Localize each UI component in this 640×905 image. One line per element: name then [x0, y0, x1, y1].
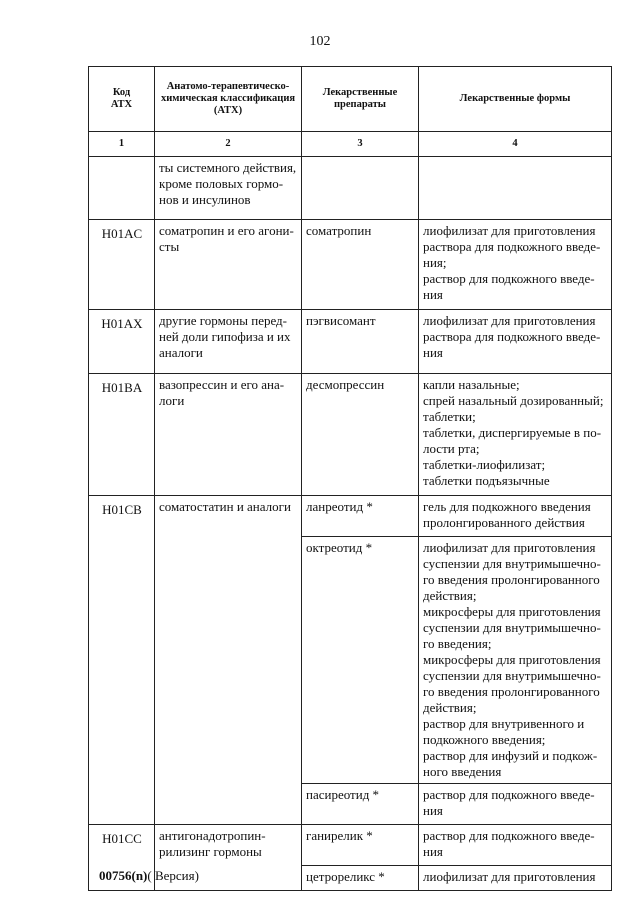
document-footer — [99, 868, 199, 884]
page-number: 102 — [309, 34, 331, 49]
classification-cell: соматостатин и аналоги — [155, 496, 302, 825]
column-number: 4 — [419, 132, 612, 157]
table-row — [89, 496, 612, 537]
forms-cell — [419, 157, 612, 220]
header-drugs: Лекарственные препараты — [302, 67, 419, 132]
forms-cell: лиофилизат для приготовления суспензии для внутримышечно- го введения пролонгированного действия; микросферы для приготовления суспензии для внутримышечно- го введения; микросферы для приготовления суспензии для внутримышечно- го введения пролонгированного действия; раствор для внутривенного и подкожного введения; раствор для инфузий и подкож- ного введения — [419, 537, 612, 784]
column-number: 2 — [155, 132, 302, 157]
drug-cell: ганирелик * — [302, 825, 419, 866]
atc-code-cell — [89, 157, 155, 220]
table-header-row — [89, 67, 612, 132]
atc-code-cell: H01CC — [89, 825, 155, 891]
classification-cell: другие гормоны перед- ней доли гипофиза и их аналоги — [155, 310, 302, 374]
atc-code-cell: H01AC — [89, 220, 155, 310]
forms-cell: лиофилизат для приготовления — [419, 866, 612, 891]
atc-code-cell: H01CB — [89, 496, 155, 825]
header-atc-classification: Анатомо-терапевтическо- химическая классификация (АТХ) — [155, 67, 302, 132]
forms-cell: раствор для подкожного введе- ния — [419, 825, 612, 866]
table-row — [89, 157, 612, 220]
drug-cell: ланреотид * — [302, 496, 419, 537]
header-atc-code: Код АТХ — [89, 67, 155, 132]
table-row — [89, 825, 612, 866]
column-number: 1 — [89, 132, 155, 157]
drug-cell: пасиреотид * — [302, 784, 419, 825]
table-row — [89, 220, 612, 310]
table-row — [89, 310, 612, 374]
classification-cell: антигонадотропин- рилизинг гормоны — [155, 825, 302, 891]
atc-code-cell: H01AX — [89, 310, 155, 374]
drug-cell: соматропин — [302, 220, 419, 310]
atc-code-cell: H01BA — [89, 374, 155, 496]
classification-cell: ты системного действия, кроме половых гормо- нов и инсулинов — [155, 157, 302, 220]
header-dosage-forms: Лекарственные формы — [419, 67, 612, 132]
drug-cell: пэгвисомант — [302, 310, 419, 374]
table-row — [89, 374, 612, 496]
forms-cell: лиофилизат для приготовления раствора для подкожного введе- ния — [419, 310, 612, 374]
drug-cell: октреотид * — [302, 537, 419, 784]
classification-cell: вазопрессин и его ана- логи — [155, 374, 302, 496]
forms-cell: лиофилизат для приготовления раствора для подкожного введе- ния; раствор для подкожного введе- ния — [419, 220, 612, 310]
drug-cell — [302, 157, 419, 220]
forms-cell: капли назальные; спрей назальный дозированный; таблетки; таблетки, диспергируемые в по- лости рта; таблетки-лиофилизат; таблетки подъязычные — [419, 374, 612, 496]
document-id: 00756(n) — [99, 868, 148, 883]
drug-cell: десмопрессин — [302, 374, 419, 496]
drug-cell: цетрореликс * — [302, 866, 419, 891]
version-label: ( Версия) — [147, 868, 199, 883]
forms-cell: раствор для подкожного введе- ния — [419, 784, 612, 825]
atc-drug-table — [88, 66, 612, 891]
classification-cell: соматропин и его агони- сты — [155, 220, 302, 310]
column-number-row — [89, 132, 612, 157]
forms-cell: гель для подкожного введения пролонгированного действия — [419, 496, 612, 537]
column-number: 3 — [302, 132, 419, 157]
